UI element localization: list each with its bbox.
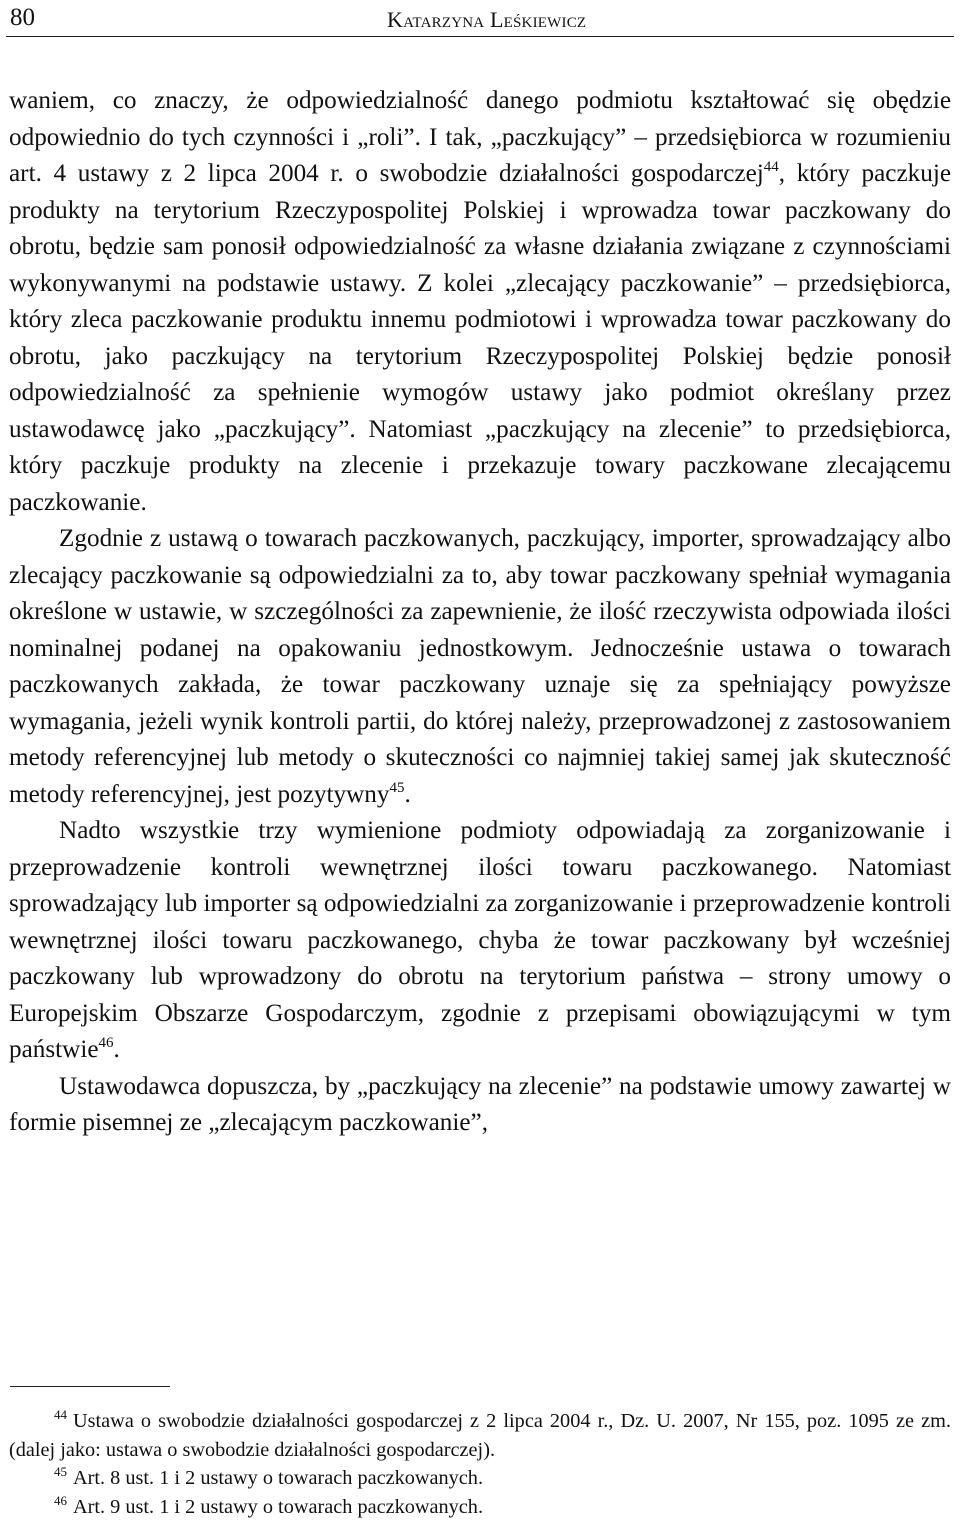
paragraph-text: , który paczkuje produkty na terytorium Rzeczypospolitej Polskiej i wprowadza towar paczkowany do obrotu, będzie sam ponosił odpowiedzialność za własne działania związane z czynnościami wykonywanymi na podstawie ustawy. Z kolei „zlecający paczkowanie” – przedsiębiorca, który zleca paczkowanie produktu innemu podmiotowi i wprowadza towar paczkowany do obrotu, jako paczkujący na terytorium Rzeczypospolitej Polskiej będzie ponosił odpowiedzialność za spełnienie wymogów ustawy jako podmiot określany przez ustawodawcę jako „paczkujący”. Natomiast „paczkujący na zlecenie” to przedsiębiorca, który paczkuje produkty na zlecenie i przekazuje towary paczkowane zlecającemu paczkowanie. xyxy=(9,160,951,516)
body-text xyxy=(9,83,951,1142)
footnote-separator xyxy=(10,1386,170,1387)
paragraph-text: Nadto wszystkie trzy wymienione podmioty odpowiadają za zorganizowanie i przeprowadzenie kontroli wewnętrznej ilości towaru paczkowanego. Natomiast sprowadzający lub importer są odpowiedzialni za zorganizowanie i przeprowadzenie kontroli wewnętrznej ilości towaru paczkowanego, chyba że towar paczkowany był wcześniej paczkowany lub wprowadzony do obrotu na terytorium państwa – strony umowy o Europejskim Obszarze Gospodarczym, zgodnie z przepisami obowiązującymi w tym państwie xyxy=(9,817,951,1063)
paragraph-text: Zgodnie z ustawą o towarach paczkowanych, paczkujący, importer, sprowadzający albo zlecający paczkowanie są odpowiedzialni za to, aby towar paczkowany spełniał wymagania określone w ustawie, w szczególności za zapewnienie, że ilość rzeczywista odpowiada ilości nominalnej podanej na opakowaniu jednostkowym. Jednocześnie ustawa o towarach paczkowanych zakłada, że towar paczkowany uznaje się za spełniający powyższe wymagania, jeżeli wynik kontroli partii, do której należy, przeprowadzonej z zastosowaniem metody referencyjnej lub metody o skuteczności co najmniej takiej samej jak skuteczność metody referencyjnej, jest pozytywny xyxy=(9,525,951,808)
footnote-46 xyxy=(9,1493,951,1522)
footnote-text: Art. 8 ust. 1 i 2 ustawy o towarach paczkowanych. xyxy=(73,1467,484,1489)
header-rule xyxy=(6,36,954,37)
footnote-reference: 46 xyxy=(98,1035,114,1051)
paragraph-text: waniem, co znaczy, że odpowiedzialność danego podmiotu kształtować się obędzie odpowiednio do tych czynności i „roli”. I tak, „paczkujący” – przedsiębiorca w rozumieniu art. 4 ustawy z 2 lipca 2004 r. o swobodzie działalności gospodarczej xyxy=(9,87,951,187)
paragraph-text: . xyxy=(113,1036,120,1063)
paragraph-text: . xyxy=(404,780,411,808)
paragraph-text: Ustawodawca dopuszcza, by „paczkujący na zlecenie” na podstawie umowy zawartej w formie pisemnej ze „zlecającym paczkowanie”, xyxy=(9,1072,951,1136)
footnote-45 xyxy=(9,1464,951,1493)
paragraph-1 xyxy=(9,83,951,521)
footnote-reference: 44 xyxy=(763,159,779,175)
footnote-number: 46 xyxy=(54,1492,67,1508)
footnote-44 xyxy=(9,1407,951,1464)
footnote-text: Ustawa o swobodzie działalności gospodarczej z 2 lipca 2004 r., Dz. U. 2007, Nr 155, poz. 1095 ze zm. (dalej jako: ustawa o swobodzie działalności gospodarczej). xyxy=(9,1410,951,1461)
footnote-number: 45 xyxy=(54,1464,67,1479)
running-head-author: Katarzyna Leśkiewicz xyxy=(387,7,587,32)
page-header xyxy=(0,0,960,40)
footnote-text: Art. 9 ust. 1 i 2 ustawy o towarach paczkowanych. xyxy=(73,1495,484,1518)
paragraph-3 xyxy=(9,813,951,1069)
footnotes xyxy=(9,1407,951,1521)
footnote-reference: 45 xyxy=(389,779,405,796)
page-number: 80 xyxy=(10,4,35,31)
paragraph-4 xyxy=(9,1069,951,1142)
footnote-number: 44 xyxy=(54,1407,67,1422)
paragraph-2 xyxy=(9,521,951,813)
